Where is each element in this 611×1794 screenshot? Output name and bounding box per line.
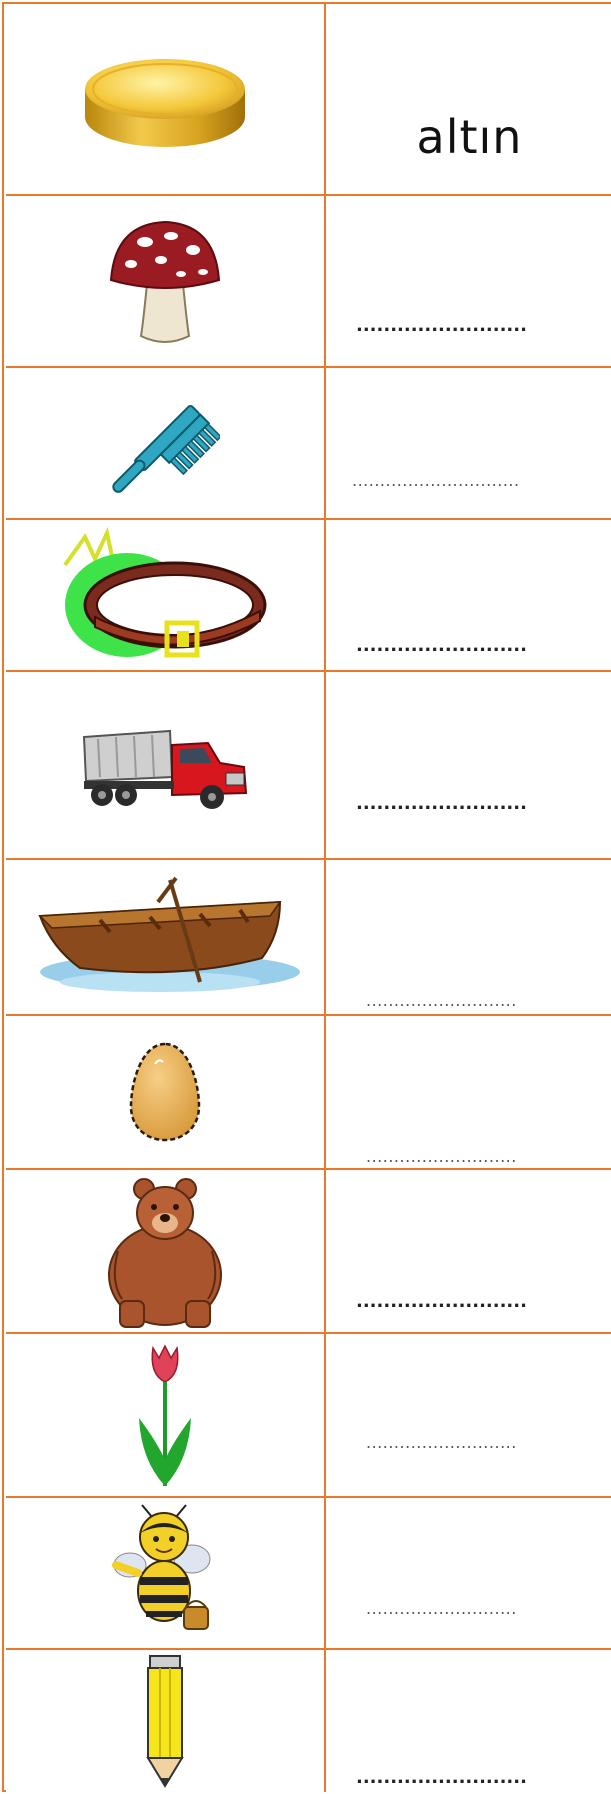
answer-blank: .........................: [356, 1767, 527, 1788]
answer-blank: ...........................: [366, 1433, 517, 1452]
egg-icon: [125, 1040, 205, 1144]
word-answer: altın: [416, 110, 523, 164]
table-row: [6, 1650, 611, 1792]
answer-blank: .........................: [356, 793, 527, 814]
word-cell: [326, 196, 611, 366]
table-row: [6, 520, 611, 672]
bee-icon: [100, 1503, 230, 1643]
picture-cell: [6, 1650, 326, 1792]
word-cell: [326, 368, 611, 518]
word-cell: [326, 520, 611, 670]
table-row: [6, 196, 611, 368]
table-row: [6, 1170, 611, 1334]
picture-cell: [6, 368, 326, 518]
answer-blank: ...........................: [366, 991, 517, 1010]
table-row: [6, 860, 611, 1016]
word-cell: [326, 4, 611, 194]
picture-cell: [6, 1498, 326, 1648]
table-row: [6, 1016, 611, 1170]
answer-blank: .........................: [356, 1291, 527, 1312]
word-cell: [326, 1498, 611, 1648]
word-cell: [326, 860, 611, 1014]
word-cell: [326, 1016, 611, 1168]
word-cell: [326, 1334, 611, 1496]
mushroom-icon: [105, 214, 225, 349]
answer-blank: .........................: [356, 315, 527, 336]
belt-icon: [55, 525, 275, 665]
table-row: [6, 672, 611, 860]
picture-cell: [6, 4, 326, 194]
picture-cell: [6, 1170, 326, 1332]
answer-blank: .........................: [356, 635, 527, 656]
picture-cell: [6, 520, 326, 670]
answer-blank: ...........................: [366, 1599, 517, 1618]
bear-icon: [100, 1171, 230, 1331]
table-row: [6, 4, 611, 196]
truck-icon: [80, 715, 250, 815]
table-row: [6, 1498, 611, 1650]
gold-coin-icon: [80, 39, 250, 159]
word-cell: [326, 1170, 611, 1332]
worksheet-table: [2, 2, 611, 1792]
picture-cell: [6, 1334, 326, 1496]
answer-blank: ...........................: [366, 1147, 517, 1166]
picture-cell: [6, 860, 326, 1014]
word-cell: [326, 1650, 611, 1792]
rowboat-icon: [30, 872, 300, 1002]
picture-cell: [6, 196, 326, 366]
tulip-icon: [135, 1340, 195, 1490]
comb-icon: [110, 378, 220, 508]
table-row: [6, 368, 611, 520]
word-cell: [326, 672, 611, 858]
picture-cell: [6, 672, 326, 858]
picture-cell: [6, 1016, 326, 1168]
pencil-icon: [140, 1654, 190, 1788]
answer-blank: ..............................: [352, 471, 520, 490]
table-row: [6, 1334, 611, 1498]
